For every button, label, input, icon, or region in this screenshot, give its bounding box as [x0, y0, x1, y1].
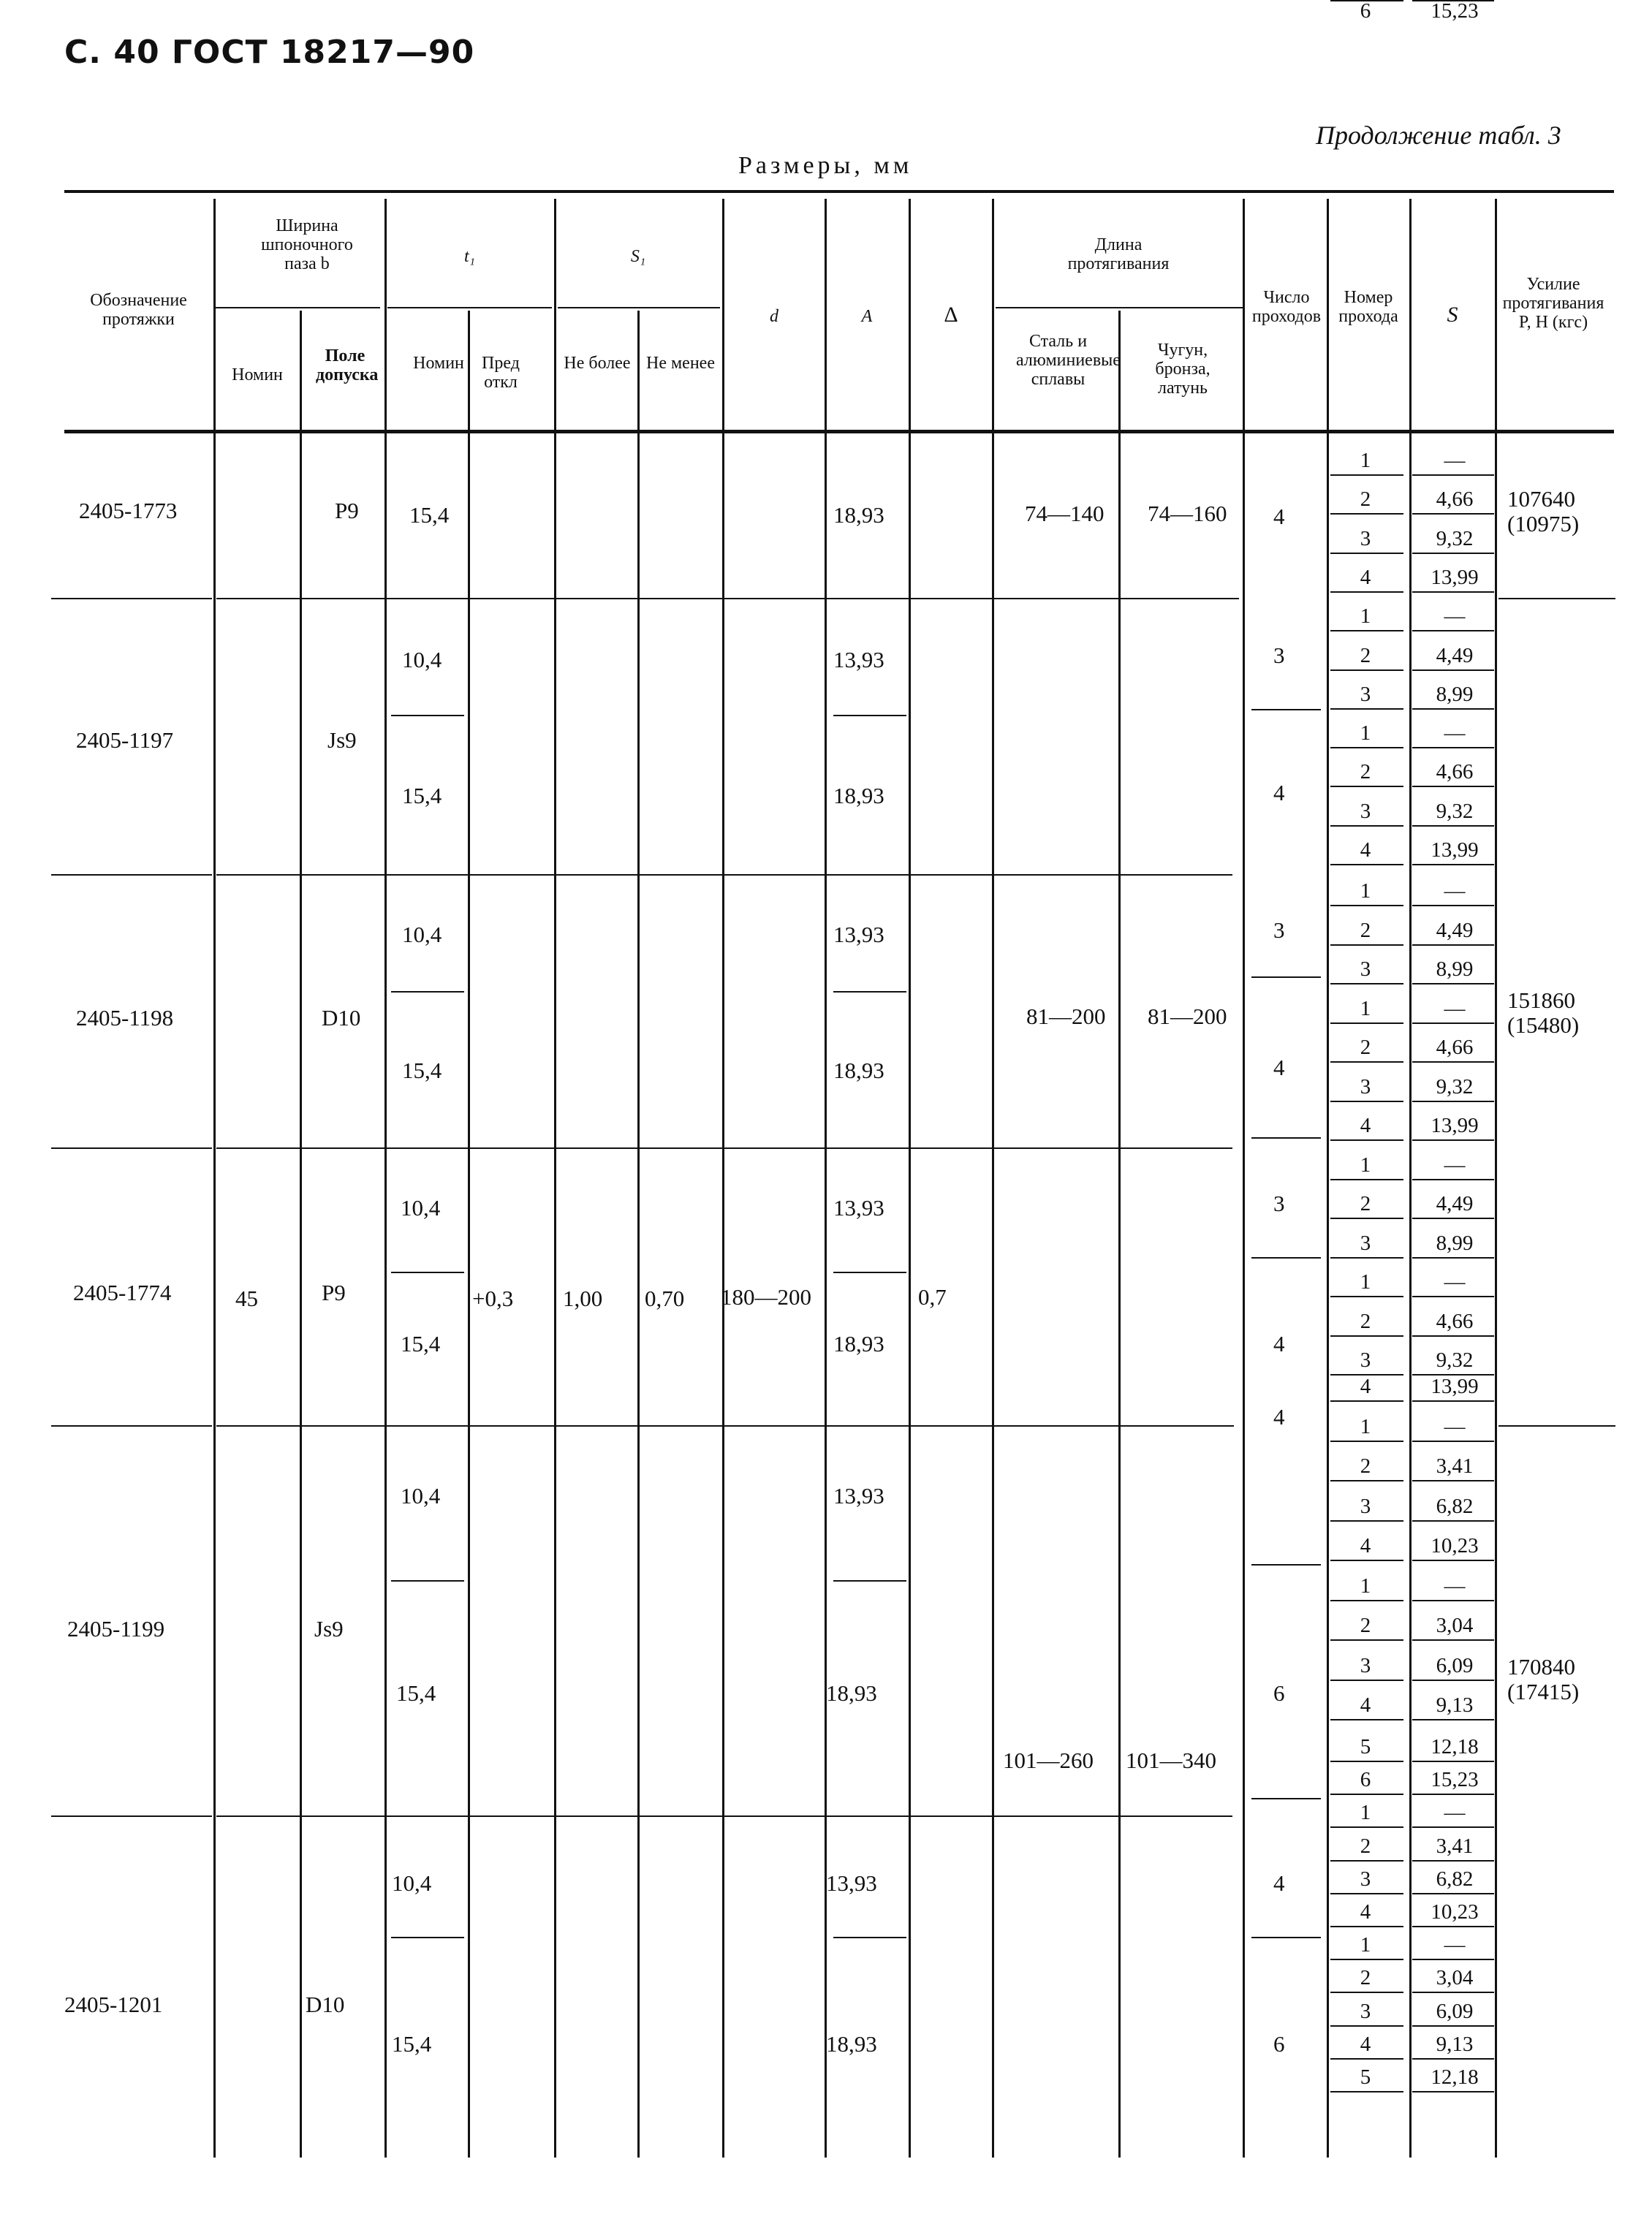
- pass-s-value: —: [1444, 449, 1466, 472]
- pass-underline: [1330, 1218, 1403, 1219]
- s-underline: [1412, 1400, 1494, 1402]
- pass-number: 1: [1360, 1801, 1371, 1825]
- passes-count-separator: [1251, 1257, 1321, 1259]
- pass-underline: [1330, 747, 1403, 748]
- pass-number: 4: [1360, 565, 1371, 589]
- s-underline: [1412, 983, 1494, 984]
- tolerance-field: Js9: [314, 1616, 344, 1642]
- pass-underline: [1330, 553, 1403, 554]
- page-title: С. 40 ГОСТ 18217—90: [64, 34, 475, 71]
- pass-underline: [1330, 1794, 1403, 1795]
- header-t1-nom: Номин: [413, 354, 464, 373]
- pass-s-value: 4,66: [1436, 1036, 1474, 1059]
- pass-number: 3: [1360, 1348, 1371, 1372]
- pass-s-value: 3,04: [1436, 1614, 1474, 1637]
- pass-number: 3: [1360, 1999, 1371, 2023]
- pass-s-value: 6,09: [1436, 1999, 1474, 2023]
- pass-underline: [1330, 2025, 1403, 2027]
- header-b-field: Поле допуска: [316, 346, 379, 384]
- pass-number: 4: [1360, 1534, 1371, 1557]
- s-underline: [1412, 2091, 1494, 2092]
- pass-underline: [1330, 1296, 1403, 1297]
- sub-row-separator: [391, 1937, 464, 1938]
- pass-number: 3: [1360, 1867, 1371, 1891]
- pass-number: 4: [1360, 1114, 1371, 1137]
- pass-s-value: 12,18: [1431, 2065, 1479, 2089]
- pass-number: 5: [1360, 1735, 1371, 1758]
- pass-underline: [1330, 0, 1403, 1]
- pass-s-value: 9,13: [1436, 1693, 1474, 1717]
- sub-row-t1: 10,4: [401, 1483, 441, 1509]
- group-separator: [216, 1147, 1232, 1149]
- force-newton: 107640: [1507, 486, 1575, 512]
- s-underline: [1412, 747, 1494, 748]
- header-t1: t₁: [463, 247, 475, 266]
- s-underline: [1412, 2058, 1494, 2060]
- header-b-nom: Номин: [232, 365, 283, 384]
- pass-number: 6: [1360, 0, 1371, 23]
- pass-number: 2: [1360, 1834, 1371, 1858]
- pass-underline: [1330, 864, 1403, 865]
- pass-number: 2: [1360, 1966, 1371, 1990]
- pass-underline: [1330, 1441, 1403, 1442]
- pass-number: 2: [1360, 487, 1371, 512]
- pass-underline: [1330, 1480, 1403, 1481]
- pass-underline: [1330, 1959, 1403, 1960]
- pass-number: 1: [1360, 1414, 1371, 1438]
- length-steel: 81—200: [1026, 1003, 1106, 1029]
- pass-s-value: 9,32: [1436, 526, 1474, 550]
- sub-row-separator: [391, 1580, 464, 1582]
- group-separator: [51, 1425, 212, 1427]
- pass-s-value: 9,13: [1436, 2032, 1474, 2056]
- pass-underline: [1330, 630, 1403, 631]
- s-underline: [1412, 944, 1494, 946]
- pass-s-value: 13,99: [1431, 838, 1479, 862]
- pass-underline: [1330, 1639, 1403, 1641]
- s1-min-value: 0,70: [645, 1286, 685, 1311]
- s-underline: [1412, 1680, 1494, 1681]
- pass-number: 3: [1360, 799, 1371, 823]
- pass-s-value: 9,32: [1436, 799, 1474, 823]
- delta-value: 0,7: [918, 1284, 947, 1310]
- s-underline: [1412, 708, 1494, 710]
- length-steel: 74—140: [1025, 501, 1105, 526]
- s-underline: [1412, 1441, 1494, 1442]
- sub-row-passes: 6: [1273, 2031, 1285, 2057]
- sub-row-A: 13,93: [833, 1483, 884, 1509]
- pass-s-value: 4,66: [1436, 760, 1474, 784]
- pass-number: 3: [1360, 1494, 1371, 1518]
- pass-underline: [1330, 1139, 1403, 1141]
- pass-s-value: —: [1444, 604, 1466, 629]
- pass-underline: [1330, 1992, 1403, 1993]
- sub-row-t1: 15,4: [402, 1058, 442, 1083]
- force-newton: 170840: [1507, 1654, 1575, 1680]
- s-underline: [1412, 0, 1494, 1]
- pass-number: 2: [1360, 1614, 1371, 1637]
- pass-s-value: 9,32: [1436, 1348, 1474, 1372]
- header-force: Усилие протягивания P, Н (кгс): [1502, 275, 1604, 332]
- force-separator: [1498, 1425, 1615, 1427]
- s-underline: [1412, 905, 1494, 906]
- tolerance-field: P9: [335, 498, 359, 523]
- header-s1-max: Не более: [564, 354, 631, 373]
- pass-underline: [1330, 786, 1403, 787]
- pass-s-value: 8,99: [1436, 1231, 1474, 1255]
- header-s1-min: Не менее: [646, 354, 715, 373]
- sub-row-separator: [391, 715, 464, 716]
- s-underline: [1412, 825, 1494, 827]
- s-underline: [1412, 1480, 1494, 1481]
- sub-row-t1: 10,4: [401, 1195, 441, 1221]
- s1-max-value: 1,00: [563, 1286, 603, 1311]
- s-underline: [1412, 1639, 1494, 1641]
- pass-number: 2: [1360, 643, 1371, 667]
- pass-underline: [1330, 1335, 1403, 1337]
- pass-number: 2: [1360, 918, 1371, 942]
- pass-s-value: 10,23: [1431, 1534, 1479, 1557]
- tolerance-field: D10: [306, 1992, 345, 2017]
- header-t1-dev: Пред откл: [482, 354, 520, 392]
- pass-underline: [1330, 1761, 1403, 1762]
- pass-s-value: 10,23: [1431, 1900, 1479, 1924]
- pass-underline: [1330, 708, 1403, 710]
- s-underline: [1412, 630, 1494, 631]
- pass-s-value: —: [1444, 1933, 1466, 1957]
- pass-underline: [1330, 1560, 1403, 1561]
- pass-underline: [1330, 825, 1403, 827]
- sub-row-passes: 4: [1273, 1404, 1285, 1430]
- pass-underline: [1330, 1061, 1403, 1063]
- d-value: 180—200: [721, 1284, 811, 1310]
- sub-row-separator: [833, 715, 906, 716]
- pass-s-value: 3,04: [1436, 1966, 1474, 1990]
- force-kgf: (17415): [1507, 1679, 1580, 1704]
- pass-underline: [1330, 1893, 1403, 1894]
- header-delta: Δ: [944, 303, 958, 327]
- sub-row-A: 18,93: [833, 1058, 884, 1083]
- force-separator: [1498, 598, 1615, 599]
- passes-count-separator: [1251, 1798, 1321, 1799]
- pass-s-value: 6,09: [1436, 1653, 1474, 1677]
- pass-underline: [1330, 591, 1403, 593]
- sub-row-passes: 4: [1273, 1055, 1285, 1080]
- sub-row-t1: 10,4: [402, 922, 442, 947]
- header-passes-count: Число проходов: [1251, 288, 1322, 326]
- passes-count-separator: [1251, 709, 1321, 710]
- pass-number: 1: [1360, 604, 1371, 629]
- pass-s-value: 6,82: [1436, 1867, 1474, 1891]
- s-underline: [1412, 1926, 1494, 1927]
- sub-row-passes: 3: [1273, 642, 1285, 668]
- group-separator: [51, 598, 212, 599]
- s-underline: [1412, 1335, 1494, 1337]
- sub-row-passes: 4: [1273, 1870, 1285, 1896]
- designation-code: 2405-1198: [76, 1005, 174, 1031]
- header-length-group: Длина протягивания: [1067, 235, 1170, 273]
- pass-underline: [1330, 1101, 1403, 1102]
- pass-number: 3: [1360, 526, 1371, 550]
- group-separator: [51, 1815, 212, 1817]
- pass-number: 1: [1360, 1270, 1371, 1294]
- pass-number: 2: [1360, 1454, 1371, 1478]
- pass-underline: [1330, 1022, 1403, 1024]
- sub-row-A: 18,93: [833, 502, 884, 528]
- pass-s-value: —: [1444, 1153, 1466, 1177]
- pass-s-value: 9,32: [1436, 1074, 1474, 1098]
- sub-row-passes: 3: [1273, 917, 1285, 943]
- pass-number: 1: [1360, 449, 1371, 472]
- pass-number: 1: [1360, 996, 1371, 1020]
- pass-underline: [1330, 944, 1403, 946]
- s-underline: [1412, 1761, 1494, 1762]
- sub-row-t1: 15,4: [396, 1680, 436, 1706]
- s-underline: [1412, 1893, 1494, 1894]
- sub-row-t1: 15,4: [409, 502, 450, 528]
- pass-s-value: 4,66: [1436, 487, 1474, 512]
- s-underline: [1412, 1520, 1494, 1522]
- pass-underline: [1330, 1926, 1403, 1927]
- pass-number: 3: [1360, 1074, 1371, 1098]
- sub-row-A: 18,93: [826, 1680, 877, 1706]
- pass-s-value: 13,99: [1431, 1375, 1479, 1398]
- s-underline: [1412, 1061, 1494, 1063]
- sub-row-t1: 15,4: [402, 783, 442, 808]
- sub-row-A: 13,93: [833, 922, 884, 947]
- pass-s-value: 15,23: [1431, 1768, 1479, 1792]
- pass-s-value: 6,82: [1436, 1494, 1474, 1518]
- s-underline: [1412, 864, 1494, 865]
- pass-number: 2: [1360, 1192, 1371, 1215]
- sub-row-t1: 10,4: [402, 647, 442, 672]
- sub-row-separator: [391, 991, 464, 993]
- group-separator: [51, 874, 212, 876]
- s-underline: [1412, 1101, 1494, 1102]
- pass-number: 4: [1360, 1375, 1371, 1398]
- pass-number: 1: [1360, 1153, 1371, 1177]
- group-separator: [216, 1815, 1232, 1817]
- s-underline: [1412, 786, 1494, 787]
- sub-row-separator: [833, 1580, 906, 1582]
- pass-underline: [1330, 1179, 1403, 1180]
- pass-s-value: —: [1444, 721, 1466, 745]
- force-kgf: (15480): [1507, 1012, 1580, 1038]
- sub-row-t1: 10,4: [392, 1870, 432, 1896]
- header-S: S: [1447, 303, 1458, 327]
- force-kgf: (10975): [1507, 511, 1580, 536]
- pass-number: 3: [1360, 957, 1371, 981]
- tolerance-field: P9: [322, 1280, 346, 1305]
- s-underline: [1412, 1179, 1494, 1180]
- passes-count-separator: [1251, 1937, 1321, 1938]
- sub-row-t1: 15,4: [401, 1331, 441, 1356]
- pass-number: 2: [1360, 760, 1371, 784]
- pass-number: 4: [1360, 1900, 1371, 1924]
- pass-underline: [1330, 1600, 1403, 1601]
- length-iron: 74—160: [1148, 501, 1227, 526]
- pass-s-value: 4,49: [1436, 1192, 1474, 1215]
- s-underline: [1412, 1257, 1494, 1259]
- sub-row-separator: [833, 1937, 906, 1938]
- pass-number: 1: [1360, 1933, 1371, 1957]
- sub-row-A: 18,93: [833, 783, 884, 808]
- header-s1: S₁: [630, 247, 646, 266]
- s-underline: [1412, 1218, 1494, 1219]
- pass-s-value: 15,23: [1431, 0, 1479, 23]
- pass-underline: [1330, 474, 1403, 476]
- s-underline: [1412, 1826, 1494, 1828]
- pass-underline: [1330, 1257, 1403, 1259]
- t1-dev-value: +0,3: [472, 1286, 514, 1311]
- pass-underline: [1330, 905, 1403, 906]
- sub-row-A: 18,93: [826, 2031, 877, 2057]
- length-iron: 101—340: [1126, 1748, 1216, 1773]
- pass-number: 3: [1360, 682, 1371, 706]
- pass-s-value: 12,18: [1431, 1735, 1479, 1758]
- pass-underline: [1330, 1520, 1403, 1522]
- pass-s-value: 13,99: [1431, 1114, 1479, 1137]
- header-designation: Обозначение протяжки: [90, 291, 187, 329]
- pass-s-value: 4,49: [1436, 918, 1474, 942]
- pass-underline: [1330, 1719, 1403, 1720]
- continuation-note: Продолжение табл. 3: [1316, 121, 1561, 150]
- pass-s-value: 3,41: [1436, 1454, 1474, 1478]
- sub-row-separator: [833, 1272, 906, 1273]
- passes-count-separator: [1251, 1564, 1321, 1566]
- length-separator: [998, 598, 1239, 599]
- pass-number: 3: [1360, 1231, 1371, 1255]
- pass-number: 4: [1360, 838, 1371, 862]
- tolerance-field: D10: [322, 1005, 361, 1031]
- pass-s-value: 4,49: [1436, 643, 1474, 667]
- s-underline: [1412, 513, 1494, 515]
- length-steel: 101—260: [1003, 1748, 1094, 1773]
- s-underline: [1412, 1719, 1494, 1720]
- sub-row-A: 13,93: [826, 1870, 877, 1896]
- s-underline: [1412, 1860, 1494, 1862]
- s-underline: [1412, 1139, 1494, 1141]
- pass-underline: [1330, 983, 1403, 984]
- s-underline: [1412, 474, 1494, 476]
- pass-s-value: —: [1444, 1801, 1466, 1825]
- pass-underline: [1330, 1826, 1403, 1828]
- s-underline: [1412, 553, 1494, 554]
- pass-s-value: —: [1444, 1270, 1466, 1294]
- pass-number: 4: [1360, 1693, 1371, 1717]
- sub-row-passes: 4: [1273, 504, 1285, 529]
- s-underline: [1412, 591, 1494, 593]
- length-separator: [993, 1425, 1234, 1427]
- s-underline: [1412, 1296, 1494, 1297]
- sub-row-A: 13,93: [833, 647, 884, 672]
- designation-code: 2405-1774: [73, 1280, 172, 1305]
- s-underline: [1412, 1794, 1494, 1795]
- sub-row-passes: 4: [1273, 1331, 1285, 1356]
- pass-s-value: 4,66: [1436, 1309, 1474, 1333]
- sub-row-t1: 15,4: [392, 2031, 432, 2057]
- pass-number: 5: [1360, 2065, 1371, 2089]
- pass-number: 1: [1360, 879, 1371, 903]
- header-len-iron: Чугун, бронза, латунь: [1155, 341, 1210, 398]
- pass-number: 3: [1360, 1653, 1371, 1677]
- header-len-steel: Сталь и алюминиевые сплавы: [1016, 332, 1121, 389]
- s-underline: [1412, 1992, 1494, 1993]
- s-underline: [1412, 1022, 1494, 1024]
- s-underline: [1412, 1560, 1494, 1561]
- sub-row-passes: 3: [1273, 1191, 1285, 1216]
- group-separator: [216, 874, 1232, 876]
- pass-number: 2: [1360, 1036, 1371, 1059]
- s-underline: [1412, 1600, 1494, 1601]
- designation-code: 2405-1199: [67, 1616, 165, 1642]
- pass-s-value: —: [1444, 996, 1466, 1020]
- pass-number: 6: [1360, 1768, 1371, 1792]
- pass-s-value: 3,41: [1436, 1834, 1474, 1858]
- pass-underline: [1330, 1680, 1403, 1681]
- s-underline: [1412, 669, 1494, 671]
- group-separator: [51, 1147, 212, 1149]
- pass-underline: [1330, 1400, 1403, 1402]
- sub-row-A: 13,93: [833, 1195, 884, 1221]
- pass-number: 1: [1360, 1574, 1371, 1598]
- length-iron: 81—200: [1148, 1003, 1227, 1029]
- designation-code: 2405-1197: [76, 727, 174, 753]
- pass-s-value: —: [1444, 879, 1466, 903]
- sub-row-passes: 6: [1273, 1680, 1285, 1706]
- pass-underline: [1330, 2058, 1403, 2060]
- pass-number: 2: [1360, 1309, 1371, 1333]
- pass-underline: [1330, 1860, 1403, 1862]
- tolerance-field: Js9: [327, 727, 357, 753]
- pass-s-value: —: [1444, 1414, 1466, 1438]
- passes-count-separator: [1251, 1137, 1321, 1139]
- sub-row-separator: [391, 1272, 464, 1273]
- pass-underline: [1330, 513, 1403, 515]
- header-A: A: [861, 307, 873, 326]
- b-nom-value: 45: [235, 1286, 258, 1311]
- pass-s-value: 8,99: [1436, 682, 1474, 706]
- sub-row-passes: 4: [1273, 780, 1285, 805]
- designation-code: 2405-1773: [79, 498, 178, 523]
- header-b-group: Ширина шпоночного паза b: [261, 216, 353, 273]
- sub-row-separator: [833, 991, 906, 993]
- header-d: d: [770, 307, 778, 326]
- passes-count-separator: [1251, 976, 1321, 978]
- s-underline: [1412, 2025, 1494, 2027]
- pass-s-value: 8,99: [1436, 957, 1474, 981]
- pass-underline: [1330, 669, 1403, 671]
- s-underline: [1412, 1959, 1494, 1960]
- pass-s-value: —: [1444, 1574, 1466, 1598]
- designation-code: 2405-1201: [64, 1992, 163, 2017]
- pass-s-value: 13,99: [1431, 565, 1479, 589]
- sub-row-A: 18,93: [833, 1331, 884, 1356]
- force-newton: 151860: [1507, 987, 1575, 1013]
- header-pass-no: Номер прохода: [1338, 288, 1398, 326]
- pass-number: 4: [1360, 2032, 1371, 2056]
- units-caption: Размеры, мм: [738, 152, 913, 179]
- pass-underline: [1330, 2091, 1403, 2092]
- pass-number: 1: [1360, 721, 1371, 745]
